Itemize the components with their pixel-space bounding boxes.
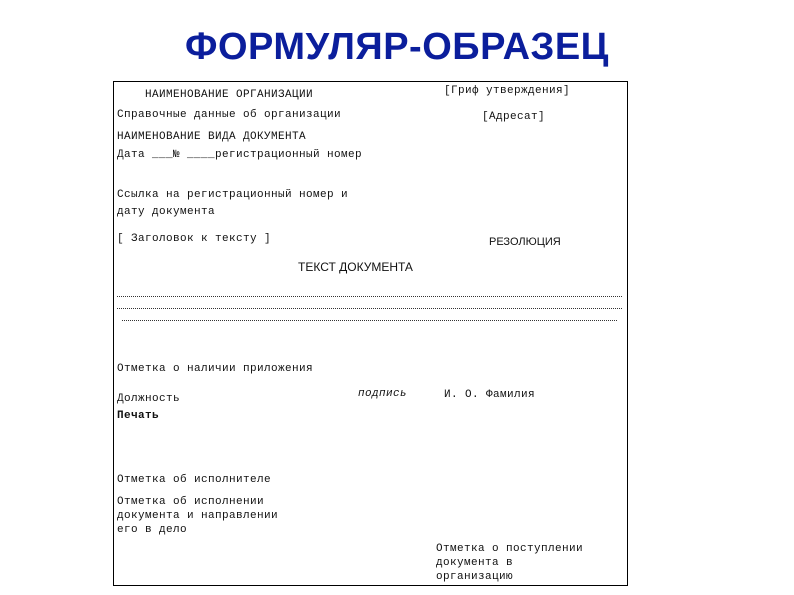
- executor-note: Отметка об исполнителе: [117, 474, 272, 486]
- seal: Печать: [117, 410, 160, 422]
- attachment-note: Отметка о наличии приложения: [117, 363, 314, 375]
- text-line-2: [117, 308, 622, 309]
- signer-name: И. О. Фамилия: [444, 389, 536, 401]
- doc-type: НАИМЕНОВАНИЕ ВИДА ДОКУМЕНТА: [117, 131, 307, 143]
- document-form-template: [113, 81, 628, 586]
- org-reference: Справочные данные об организации: [117, 109, 342, 121]
- addressee: [Адресат]: [482, 111, 546, 123]
- heading-placeholder: [ Заголовок к тексту ]: [117, 233, 272, 245]
- text-line-3: [122, 320, 617, 321]
- doc-text: ТЕКСТ ДОКУМЕНТА: [298, 260, 413, 274]
- signature: подпись: [358, 388, 408, 400]
- date-reg-number: Дата ___№ ____регистрационный номер: [117, 149, 363, 161]
- page-title: ФОРМУЛЯР-ОБРАЗЕЦ: [185, 26, 609, 68]
- execution-note: Отметка об исполнении документа и направлении его в дело: [117, 496, 279, 536]
- org-name: НАИМЕНОВАНИЕ ОРГАНИЗАЦИИ: [145, 89, 314, 101]
- text-line-1: [117, 296, 622, 297]
- reference-link: Ссылка на регистрационный номер и дату документа: [117, 189, 349, 218]
- resolution: РЕЗОЛЮЦИЯ: [489, 236, 561, 248]
- approval-stamp: [Гриф утверждения]: [444, 85, 571, 97]
- position: Должность: [117, 393, 181, 405]
- receipt-note: Отметка о поступлении документа в организацию: [436, 543, 584, 583]
